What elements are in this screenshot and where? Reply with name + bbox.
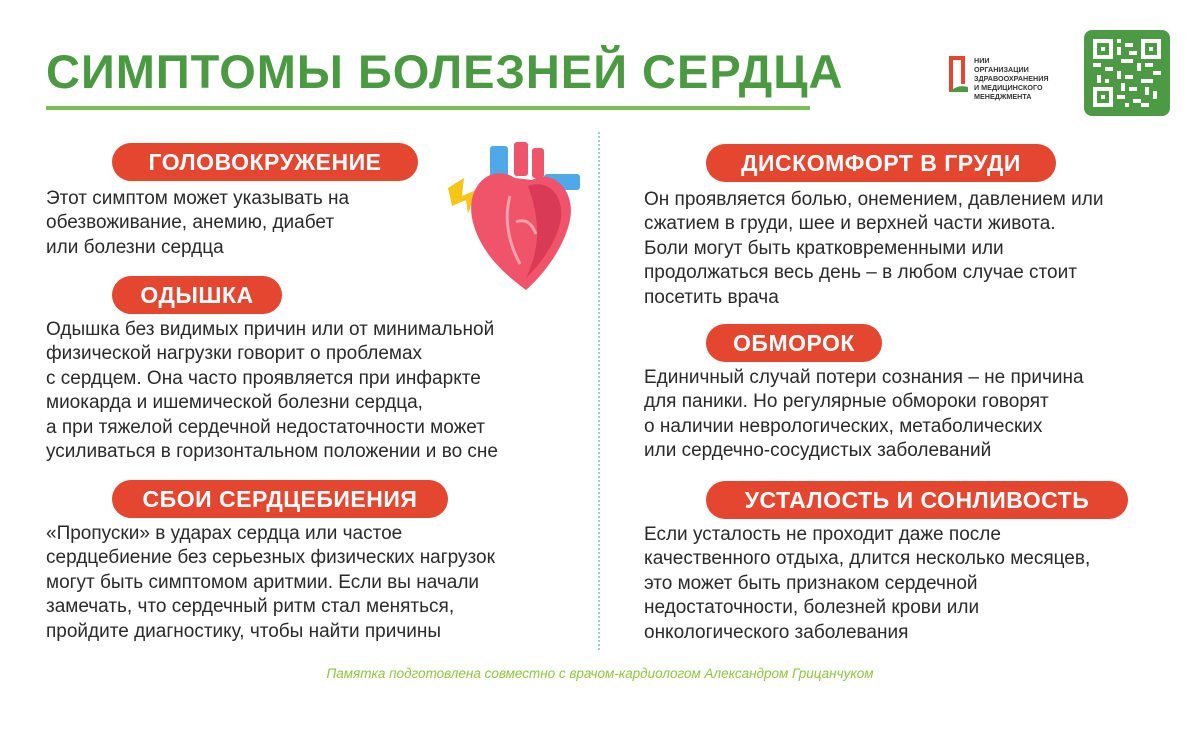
column-divider — [598, 132, 600, 650]
heading-palpitations: СБОИ СЕРДЦЕБИЕНИЯ — [112, 480, 448, 518]
text-fainting: Единичный случай потери сознания – не причина для паники. Но регулярные обмороки говорят о наличии неврологических, метаболических или сердечно-сосудистых заболеваний — [644, 367, 1084, 462]
heading-chest-discomfort: ДИСКОМФОРТ В ГРУДИ — [706, 144, 1056, 182]
page-title: СИМПТОМЫ БОЛЕЗНЕЙ СЕРДЦА — [46, 45, 844, 98]
heading-fatigue: УСТАЛОСТЬ И СОНЛИВОСТЬ — [706, 481, 1128, 519]
text-dizziness: Этот симптом может указывать на обезвоживание, анемию, диабет или болезни сердца — [46, 188, 350, 258]
title-underline — [46, 106, 810, 110]
heading-fainting: ОБМОРОК — [706, 324, 882, 362]
qr-code[interactable] — [1084, 30, 1170, 116]
text-fatigue: Если усталость не проходит даже после качественного отдыха, длится несколько месяцев, это может быть признаком сердечной недостаточности, болезней крови или онкологического заболевания — [644, 524, 1091, 643]
qr-code-icon — [1093, 39, 1161, 107]
institute-logo-text: НИИ ОРГАНИЗАЦИИ ЗДРАВООХРАНЕНИЯ И МЕДИЦИНСКОГО МЕНЕДЖМЕНТА — [974, 56, 1049, 101]
text-chest-discomfort: Он проявляется болью, онемением, давлением или сжатием в груди, шее и верхней части живота. Боли могут быть кратковременными или продолжаться весь день – в любом случае стоит посетить врача — [644, 189, 1104, 308]
heart-illustration-icon — [440, 138, 590, 298]
text-palpitations: «Пропуски» в ударах сердца или частое сердцебиение без серьезных физических нагрузок могут быть симптомом аритмии. Если вы начали замечать, что сердечный ритм стал меняться, пройдите диагностику, чтобы найти причины — [46, 523, 495, 642]
heading-dyspnea: ОДЫШКА — [112, 276, 282, 314]
footer-note: Памятка подготовлена совместно с врачом-кардиологом Александром Грицанчуком — [326, 666, 874, 681]
institute-logo-icon — [948, 54, 970, 96]
institute-logo — [948, 52, 1068, 100]
heading-dizziness: ГОЛОВОКРУЖЕНИЕ — [112, 143, 418, 181]
text-dyspnea: Одышка без видимых причин или от минимальной физической нагрузки говорит о проблемах с сердцем. Она часто проявляется при инфаркте миокарда и ишемической болезни сердца, а при тяжелой сердечной недостаточности может усиливаться в горизонтальном положении и во сне — [46, 319, 498, 463]
